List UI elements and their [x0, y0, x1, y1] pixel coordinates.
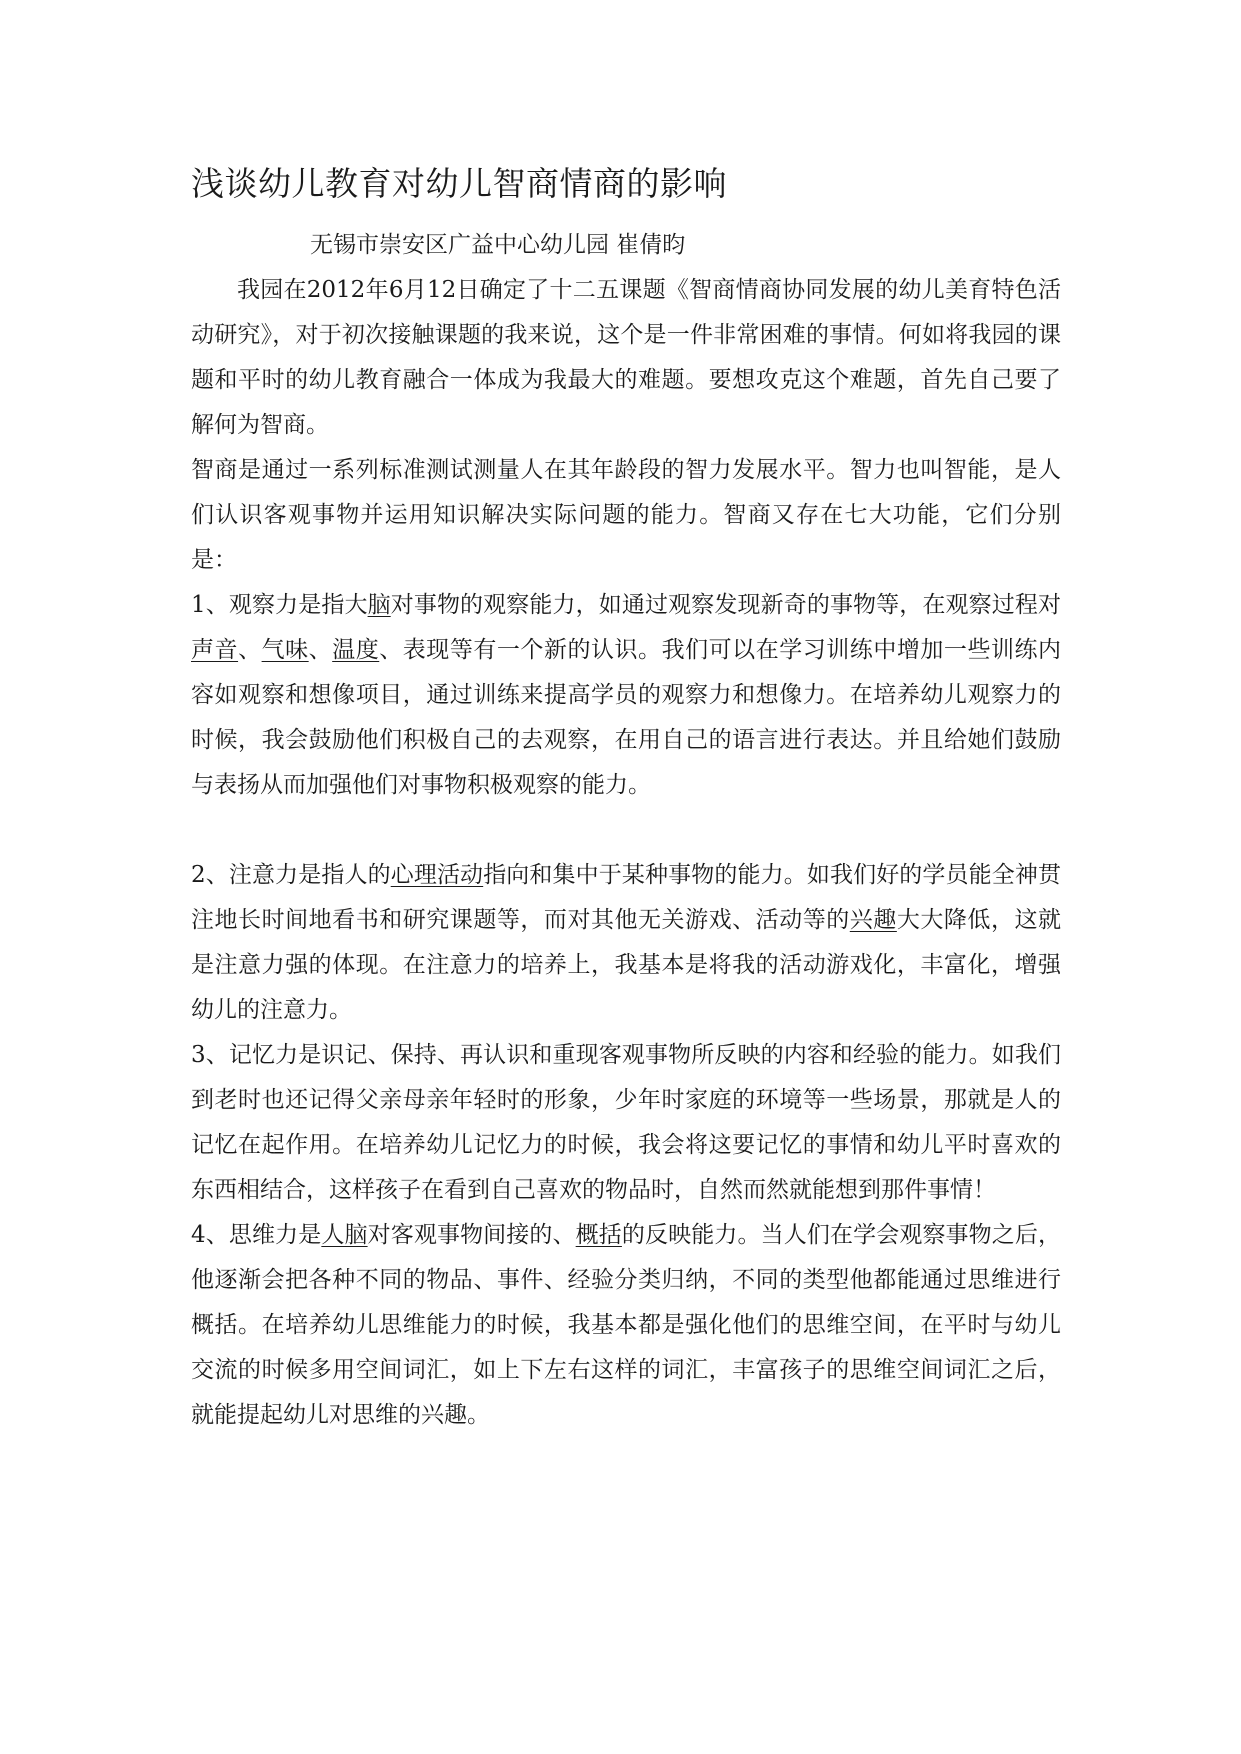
underlined-term-generalize: 概括 [575, 1222, 622, 1248]
underlined-term-sound: 声音 [191, 637, 239, 663]
text-run: 的反映能力。当人们在学会观察事物之后，他逐渐会把各种不同的物品、事件、经验分类归纳，不同的类型他都能通过思维进行概括。在培养幼儿思维能力的时候，我基本都是强化他们的思维空间，在平时与幼儿交流的时候多用空间词汇，如上下左右这样的词汇，丰富孩子的思维空间词汇之后，就能提起幼儿对思维的兴趣。 [191, 1222, 1062, 1428]
definition-paragraph: 智商是通过一系列标准测试测量人在其年龄段的智力发展水平。智力也叫智能，是人们认识客观事物并运用知识解决实际问题的能力。智商又存在七大功能，它们分别是： [191, 457, 1061, 573]
document-title: 浅谈幼儿教育对幼儿智商情商的影响 [191, 164, 727, 203]
text-run: 4、思维力是 [191, 1222, 322, 1248]
item-observation-paragraph [191, 583, 1061, 808]
underlined-term-brain: 脑 [367, 592, 391, 618]
item-thinking-paragraph [191, 1213, 1061, 1438]
underlined-term-temperature: 温度 [332, 637, 380, 663]
underlined-term-smell: 气味 [261, 637, 309, 663]
text-run: 2、注意力是指人的 [191, 862, 391, 888]
underlined-term-human-brain: 人脑 [321, 1222, 368, 1248]
item-attention-paragraph [191, 853, 1061, 1033]
text-run: 对客观事物间接的、 [367, 1222, 576, 1248]
author-line: 无锡市崇安区广益中心幼儿园 崔倩昀 [310, 232, 686, 258]
item-memory-paragraph: 3、记忆力是识记、保持、再认识和重现客观事物所反映的内容和经验的能力。如我们到老时也还记得父亲母亲年轻时的形象，少年时家庭的环境等一些场景，那就是人的记忆在起作用。在培养幼儿记忆力的时候，我会将这要记忆的事情和幼儿平时喜欢的东西相结合，这样孩子在看到自己喜欢的物品时，自然而然就能想到那件事情！ [191, 1042, 1061, 1203]
text-run: 、 [308, 637, 333, 663]
text-run: 、表现等有一个新的认识。我们可以在学习训练中增加一些训练内容如观察和想像项目，通过训练来提高学员的观察力和想像力。在培养幼儿观察力的时候，我会鼓励他们积极自己的去观察，在用自己的语言进行表达。并且给她们鼓励与表扬从而加强他们对事物积极观察的能力。 [191, 637, 1062, 798]
document-body [191, 160, 1061, 1438]
paragraph-gap [191, 808, 1061, 853]
text-run: 对事物的观察能力，如通过观察发现新奇的事物等，在观察过程对 [390, 592, 1062, 618]
text-run: 、 [238, 637, 262, 663]
text-run: 1、观察力是指大 [191, 592, 368, 618]
text-run: 大大降低，这就是注意力强的体现。在注意力的培养上，我基本是将我的活动游戏化，丰富化，增强幼儿的注意力。 [191, 907, 1062, 1023]
text-run: 指向和集中于某种事物的能力。如我们好的学员能全神贯注地长时间地看书和研究课题等，而对其他无关游戏、活动等的 [191, 862, 1062, 933]
underlined-term-mental-activity: 心理活动 [390, 862, 484, 888]
intro-paragraph: 我园在2012年6月12日确定了十二五课题《智商情商协同发展的幼儿美育特色活动研究》，对于初次接触课题的我来说，这个是一件非常困难的事情。何如将我园的课题和平时的幼儿教育融合一体成为我最大的难题。要想攻克这个难题，首先自己要了解何为智商。 [191, 277, 1061, 438]
underlined-term-interest: 兴趣 [849, 907, 897, 933]
